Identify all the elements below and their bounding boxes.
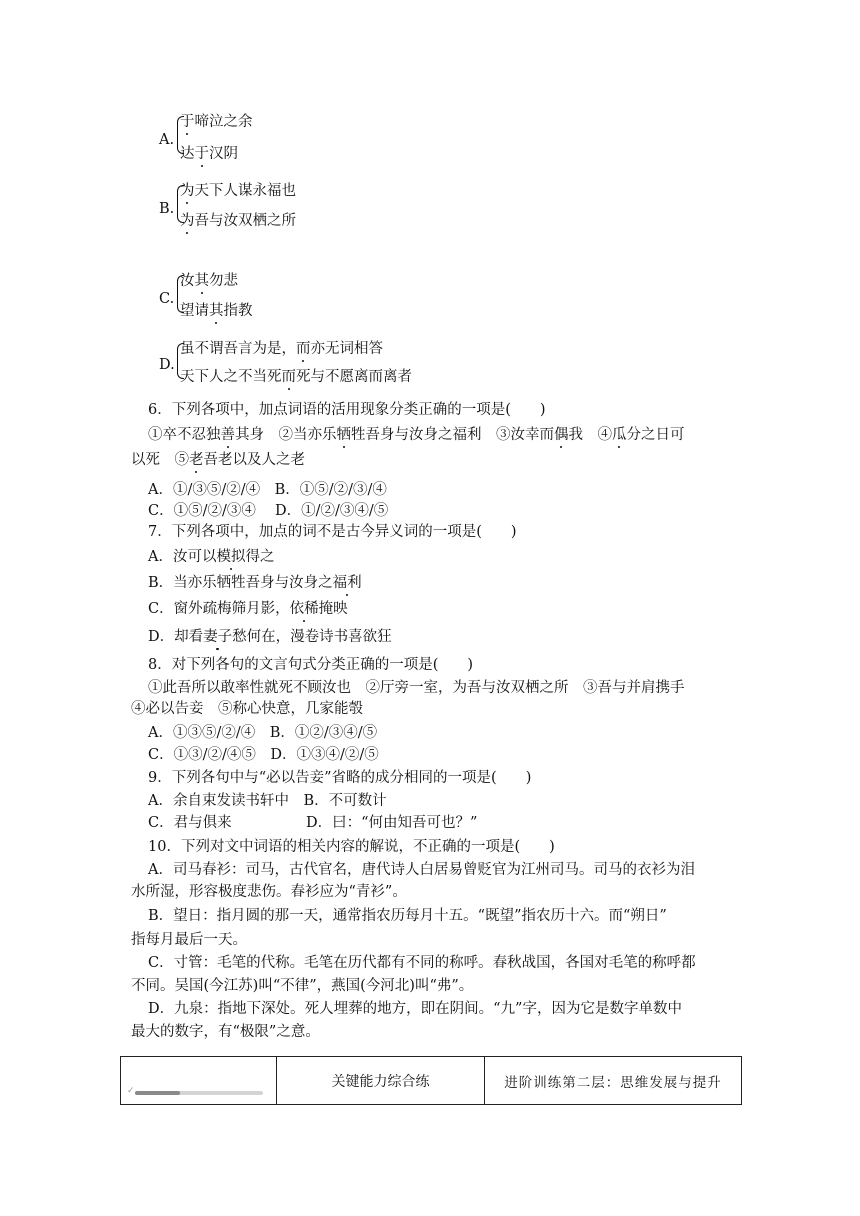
q10-a-line-1: A．司马春衫：司马，古代官名，唐代诗人白居易曾贬官为江州司马。司马的衣衫为泪 [148,862,695,878]
q6-options-line-2: C．①⑤/②/③④ D．①/②/③④/⑤ [148,503,389,519]
q8-stem: 8．对下列各句的文言句式分类正确的一项是( ) [148,657,474,673]
q8-items-line-2: ④必以告妾 ⑤称心快意，几家能彀 [131,701,363,717]
option-line-1: 为天下人谋永福也 [180,179,296,200]
q10-c-line-1: C．寸管：毛笔的代称。毛笔在历代都有不同的称呼。春秋战国，各国对毛笔的称呼都 [148,955,696,971]
q8-items-line-1: ①此吾所以敢率性就死不顾汝也 ②厅旁一室，为吾与汝双栖之所 ③吾与并肩携手 [148,680,685,696]
q10-d-line-2: 最大的数字，有“极限”之意。 [131,1024,320,1040]
option-line-2: 天下人之不当死而死与不愿离而离者 [180,365,412,386]
q10-a-line-2: 水所湿，形容极度悲伤。春衫应为“青衫”。 [131,884,407,900]
progress-bar [135,1091,263,1095]
option-line-2: 为吾与汝双栖之所 [180,209,296,230]
section-title: 关键能力综合练 [277,1057,485,1104]
q10-b-line-1: B．望日：指月圆的那一天，通常指农历每月十五。“既望”指农历十六。而“朔日” [148,908,667,924]
q7-option-a: A．汝可以模拟得之 [148,545,274,566]
q8-options-line-1: A．①③⑤/②/④ B．①②/③④/⑤ [148,725,378,741]
q7-option-d: D．却看妻子愁何在，漫卷诗书喜欲狂 [148,625,392,646]
progress-cell [121,1057,277,1104]
option-line-1: 汝其勿悲 [180,269,238,290]
q9-option-c: C．君与俱来 [148,815,232,831]
q7-option-b: B．当亦乐牺牲吾身与汝身之福利 [148,571,362,592]
q9-stem: 9．下列各句中与“必以告妾”省略的成分相同的一项是( ) [148,770,532,786]
option-line-2: 望请其指教 [180,299,253,320]
q10-d-line-1: D．九泉：指地下深处。死人埋葬的地方，即在阴间。“九”字，因为它是数字单数中 [148,1001,682,1017]
section-header-box [120,1056,742,1105]
level-title: 进阶训练第二层：思维发展与提升 [504,1074,722,1091]
progress-fill [135,1091,180,1095]
q9-option-d: D．曰：“何由知吾可也？” [306,815,478,831]
q7-option-c: C．窗外疏梅筛月影，依稀掩映 [148,597,348,618]
q9-options-line-1: A．余自束发读书轩中 B．不可数计 [148,793,387,809]
q8-options-line-2: C．①③/②/④⑤ D．①③④/②/⑤ [148,747,379,763]
q6-items-line-1: ①卒不忍独善其身 ②当亦乐牺牲吾身与汝身之福利 ③汝幸而偶我 ④瓜分之日可 [148,423,685,444]
q6-items-line-2: 以死 ⑤老吾老以及人之老 [131,448,305,469]
option-label: A. [159,132,175,148]
option-line-2: 达于汉阴 [180,142,238,163]
q6-options-line-1: A．①/③⑤/②/④ B．①⑤/②/③/④ [148,482,387,498]
option-line-1: 于啼泣之余 [180,110,253,131]
check-icon: ✓ [127,1086,135,1096]
option-label: C. [159,291,175,307]
q10-c-line-2: 不同。吴国(今江苏)叫“不律”，燕国(今河北)叫“弗”。 [131,978,474,994]
q7-stem: 7．下列各项中，加点的词不是古今异义词的一项是( ) [148,524,517,540]
option-label: B. [159,201,175,217]
q10-stem: 10．下列对文中词语的相关内容的解说，不正确的一项是( ) [148,839,555,855]
q10-b-line-2: 指每月最后一天。 [131,932,247,948]
option-label: D. [159,357,175,373]
q6-stem: 6．下列各项中，加点词语的活用现象分类正确的一项是( ) [148,402,546,418]
option-line-1: 虽不谓吾言为是，而亦无词相答 [180,337,383,358]
